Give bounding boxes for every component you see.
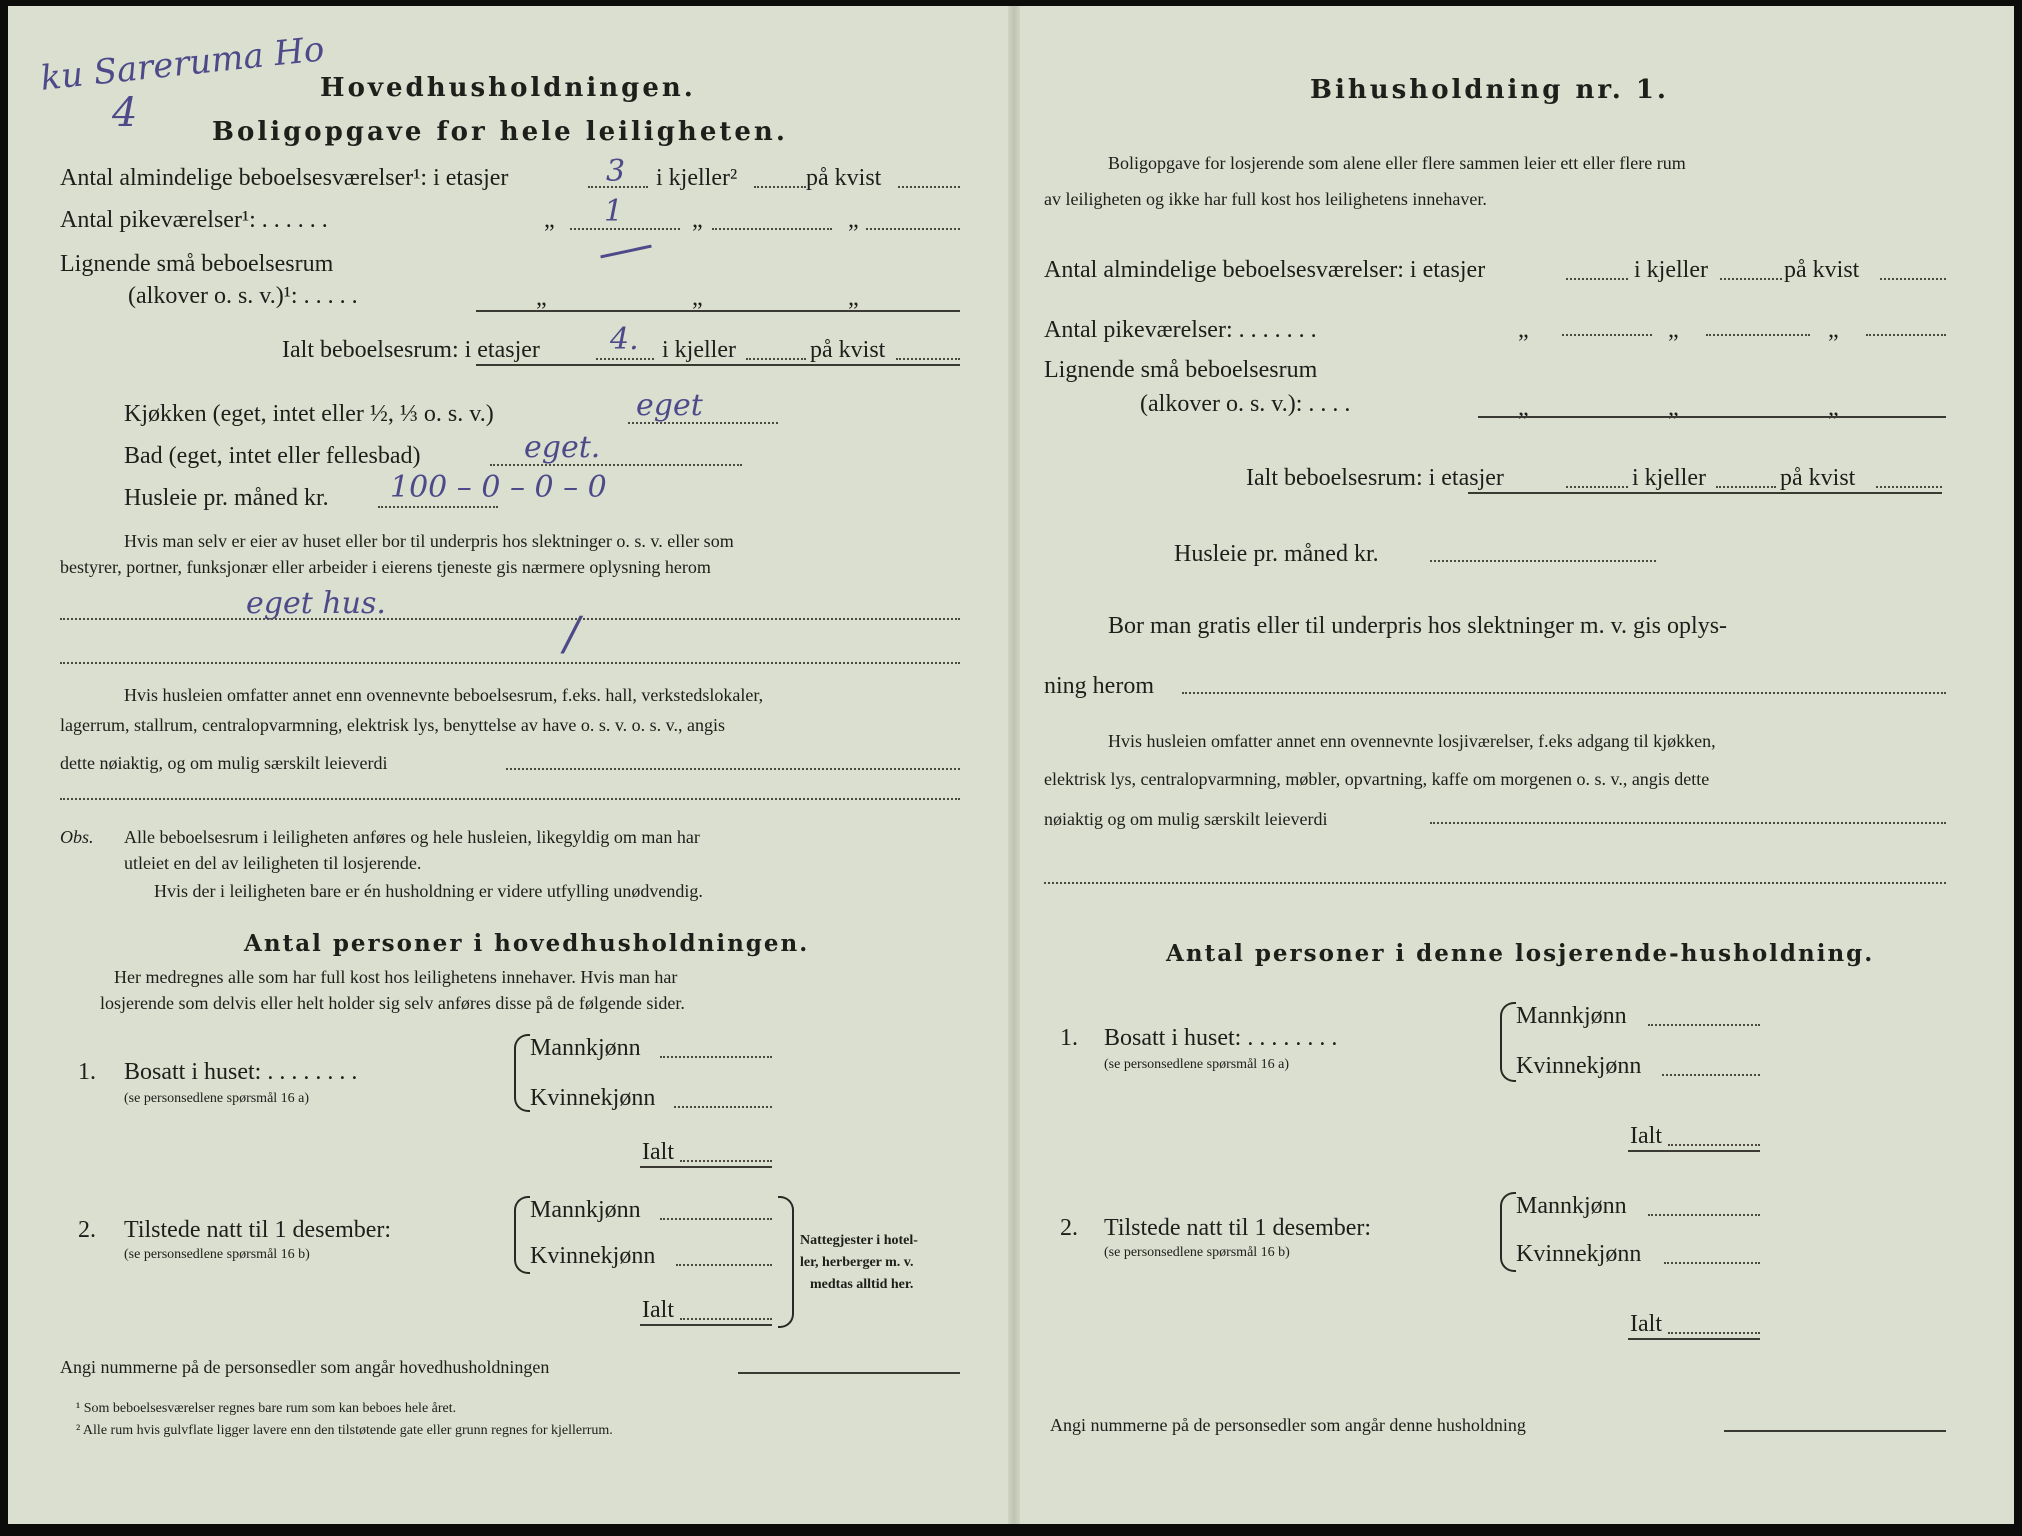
left-eier-value: eget hus. (246, 586, 386, 621)
right-q2-mann: Mannkjønn (1516, 1193, 1627, 1219)
right-q1-number: 1. (1060, 1025, 1078, 1051)
right-q2-number: 2. (1060, 1215, 1078, 1241)
left-q1-mann: Mannkjønn (530, 1035, 641, 1061)
right-q2-ialt-line (1668, 1332, 1760, 1334)
left-q2-kvinne: Kvinnekjønn (530, 1243, 656, 1269)
left-angi-line (738, 1372, 960, 1374)
left-row3-line (476, 310, 960, 312)
left-ialt-kvist-line (896, 358, 960, 360)
left-q2-ialt-underline (640, 1324, 772, 1326)
left-angi: Angi nummerne på de personsedler som angår hovedhusholdningen (60, 1357, 550, 1377)
right-row3-ditto-3: „ (1828, 395, 1839, 421)
left-subtitle: Boligopgave for hele leiligheten. (212, 117, 788, 147)
right-persons-title: Antal personer i denne losjerende-husholdning. (1166, 940, 1875, 967)
left-row2-label: Antal pikeværelser¹: . . . . . . (60, 207, 328, 233)
left-omfatter-1: Hvis husleien omfatter annet enn ovennevnte beboelsesrum, f.eks. hall, verkstedslokaler, (124, 685, 764, 705)
left-title: Hovedhusholdningen. (320, 73, 696, 103)
left-omfatter-3: dette nøiaktig, og om mulig særskilt leieverdi (60, 753, 388, 773)
right-q2-ialt-underline (1628, 1338, 1760, 1340)
right-omfatter-2: elektrisk lys, centralopvarmning, møbler, opvartning, kaffe om morgenen o. s. v., angis dette (1044, 769, 1710, 789)
right-row2-ditto-1: „ (1518, 317, 1529, 343)
left-q2-brace (514, 1196, 530, 1274)
left-bad-line (490, 464, 742, 466)
left-q2-number: 2. (78, 1217, 96, 1243)
left-q1-number: 1. (78, 1059, 96, 1085)
left-row3-label-b: (alkover o. s. v.)¹: . . . . . (128, 283, 358, 309)
right-ialt-label: Ialt beboelsesrum: i etasjer (1246, 465, 1504, 491)
left-row1-label: Antal almindelige beboelsesværelser¹: i etasjer (60, 165, 509, 191)
left-nattegjester-3: medtas alltid her. (810, 1277, 914, 1292)
right-row2-label: Antal pikeværelser: . . . . . . . (1044, 317, 1317, 343)
right-q1-kvinne-line (1662, 1074, 1760, 1076)
left-ialt-value: 4. (610, 322, 639, 357)
handwritten-number: 4 (112, 90, 138, 136)
right-row3-ditto-1: „ (1518, 395, 1529, 421)
left-row3-ditto-3: „ (848, 285, 859, 311)
left-persons-text-2: losjerende som delvis eller helt holder sig selv anføres disse på de følgende sider. (100, 993, 685, 1013)
left-ialt-kjeller-line (746, 358, 806, 360)
left-obs-text-1: Alle beboelsesrum i leiligheten anføres og hele husleien, likegyldig om man har (124, 827, 700, 847)
left-bad-value: eget. (524, 430, 601, 465)
left-husleie-label: Husleie pr. måned kr. (124, 485, 329, 511)
left-omfatter-line-1 (506, 768, 960, 770)
left-q2-kvinne-line (676, 1264, 772, 1266)
left-row1-kjeller-line (754, 186, 806, 188)
handwritten-note: ku Sareruma Ho (38, 29, 327, 99)
left-nattegjester-1: Nattegjester i hotel- (800, 1233, 918, 1248)
left-ialt-label: Ialt beboelsesrum: i etasjer (282, 337, 540, 363)
left-row1-value: 3 (606, 154, 626, 189)
left-ialt-kjeller: i kjeller (662, 337, 736, 363)
right-q2-ialt: Ialt (1630, 1311, 1662, 1337)
left-persons-title: Antal personer i hovedhusholdningen. (244, 930, 810, 957)
left-persons-text-1: Her medregnes alle som har full kost hos leilighetens innehaver. Hvis man har (114, 967, 678, 987)
left-husleie-value: 100 – 0 – 0 – 0 (390, 470, 607, 505)
right-row3-label-b: (alkover o. s. v.): . . . . (1140, 391, 1351, 417)
right-q1-brace (1500, 1002, 1516, 1082)
right-row2-line-2 (1706, 334, 1810, 336)
right-row1-kvist: på kvist (1784, 257, 1860, 283)
left-kjokken-value: eget (636, 388, 703, 423)
right-ialt-kvist-line (1876, 486, 1942, 488)
left-husleie-line (378, 506, 498, 508)
left-q2-ialt: Ialt (642, 1297, 674, 1323)
right-row1-label: Antal almindelige beboelsesværelser: i etasjer (1044, 257, 1486, 283)
left-q2-label: Tilstede natt til 1 desember: (124, 1217, 392, 1243)
right-omfatter-line-2 (1044, 882, 1946, 884)
right-ialt-kvist: på kvist (1780, 465, 1856, 491)
right-row3-line (1478, 416, 1946, 418)
left-eier-text-1: Hvis man selv er eier av huset eller bor til underpris hos slektninger o. s. v. eller som (124, 531, 734, 551)
left-row1-kvist-line (898, 186, 960, 188)
right-q2-mann-line (1648, 1214, 1760, 1216)
left-row2-value: 1 (604, 194, 624, 229)
right-row3-ditto-2: „ (1668, 395, 1679, 421)
right-husleie-label: Husleie pr. måned kr. (1174, 541, 1379, 567)
right-q2-label: Tilstede natt til 1 desember: (1104, 1215, 1372, 1241)
right-row1-etasjer-line (1566, 278, 1628, 280)
left-q1-kvinne: Kvinnekjønn (530, 1085, 656, 1111)
left-obs-text-3: Hvis der i leiligheten bare er én husholdning er videre utfylling unødvendig. (154, 881, 703, 901)
left-obs-label: Obs. (60, 827, 94, 847)
right-gratis-2: ning herom (1044, 673, 1154, 699)
right-row2-ditto-2: „ (1668, 317, 1679, 343)
right-q1-mann: Mannkjønn (1516, 1003, 1627, 1029)
left-obs-text-2: utleiet en del av leiligheten til losjerende. (124, 853, 422, 873)
left-q1-ialt: Ialt (642, 1139, 674, 1165)
left-eier-mark: / (564, 606, 580, 660)
right-row1-kjeller-line (1720, 278, 1782, 280)
left-q2-right-brace (778, 1196, 794, 1328)
right-omfatter-1: Hvis husleien omfatter annet enn ovennevnte losjiværelser, f.eks adgang til kjøkken, (1108, 731, 1716, 751)
right-q1-ialt-line (1668, 1144, 1760, 1146)
left-row2-line-3 (866, 228, 960, 230)
right-q2-kvinne-line (1664, 1262, 1760, 1264)
right-gratis-1: Bor man gratis eller til underpris hos slektninger m. v. gis oplys- (1108, 613, 1728, 639)
right-ialt-kjeller: i kjeller (1632, 465, 1706, 491)
right-intro-2: av leiligheten og ikke har full kost hos leilighetens innehaver. (1044, 189, 1487, 209)
right-q2-kvinne: Kvinnekjønn (1516, 1241, 1642, 1267)
left-q2-mann: Mannkjønn (530, 1197, 641, 1223)
left-q1-kvinne-line (674, 1106, 772, 1108)
right-row2-line-1 (1562, 334, 1652, 336)
right-row3-label-a: Lignende små beboelsesrum (1044, 357, 1318, 383)
left-q2-ialt-line (680, 1318, 772, 1320)
left-row2-line-2 (712, 228, 832, 230)
right-q1-subtext: (se personsedlene spørsmål 16 a) (1104, 1057, 1290, 1072)
left-row1-kjeller: i kjeller² (656, 165, 738, 191)
left-kjokken-label: Kjøkken (eget, intet eller ½, ⅓ o. s. v.) (124, 401, 494, 427)
left-footnote-1: ¹ Som beboelsesværelser regnes bare rum som kan beboes hele året. (76, 1401, 457, 1416)
left-q1-subtext: (se personsedlene spørsmål 16 a) (124, 1091, 310, 1106)
right-gratis-line (1182, 692, 1946, 694)
left-row3-ditto-1: „ (536, 285, 547, 311)
left-eier-line-1 (60, 618, 960, 620)
left-ialt-underline (476, 364, 960, 366)
left-row2-ditto-2: „ (692, 207, 703, 233)
left-row2-ditto-3: „ (848, 207, 859, 233)
left-q1-label: Bosatt i huset: . . . . . . . . (124, 1059, 358, 1085)
right-row2-line-3 (1866, 334, 1946, 336)
right-angi: Angi nummerne på de personsedler som angår denne husholdning (1050, 1415, 1526, 1435)
right-q2-brace (1500, 1192, 1516, 1272)
right-q1-ialt: Ialt (1630, 1123, 1662, 1149)
right-q1-kvinne: Kvinnekjønn (1516, 1053, 1642, 1079)
page-fold (1008, 6, 1020, 1524)
right-row1-kvist-line (1880, 278, 1946, 280)
left-eier-line-2 (60, 662, 960, 664)
right-ialt-kjeller-line (1716, 486, 1776, 488)
left-row2-line-1 (570, 228, 680, 230)
right-title: Bihusholdning nr. 1. (1310, 75, 1669, 105)
right-angi-line (1724, 1430, 1946, 1432)
left-eier-text-2: bestyrer, portner, funksjonær eller arbeider i eierens tjeneste gis nærmere oplysning herom (60, 557, 711, 577)
right-q1-mann-line (1648, 1024, 1760, 1026)
left-row1-kvist: på kvist (806, 165, 882, 191)
left-row2-ditto-1: „ (544, 207, 555, 233)
right-omfatter-line-1 (1430, 822, 1946, 824)
right-q1-ialt-underline (1628, 1150, 1760, 1152)
right-row1-kjeller: i kjeller (1634, 257, 1708, 283)
right-ialt-etasjer-line (1566, 486, 1628, 488)
left-q1-ialt-line (680, 1160, 772, 1162)
right-row2-ditto-3: „ (1828, 317, 1839, 343)
left-bad-label: Bad (eget, intet eller fellesbad) (124, 443, 421, 469)
right-omfatter-3: nøiaktig og om mulig særskilt leieverdi (1044, 809, 1328, 829)
right-q2-subtext: (se personsedlene spørsmål 16 b) (1104, 1245, 1290, 1260)
left-ialt-etasjer-line (596, 358, 654, 360)
right-q1-label: Bosatt i huset: . . . . . . . . (1104, 1025, 1338, 1051)
left-row3-label-a: Lignende små beboelsesrum (60, 251, 334, 277)
left-q2-subtext: (se personsedlene spørsmål 16 b) (124, 1247, 310, 1262)
right-ialt-underline (1468, 492, 1942, 494)
left-q2-mann-line (660, 1218, 772, 1220)
left-footnote-2: ² Alle rum hvis gulvflate ligger lavere enn den tilstøtende gate eller grunn regnes for kjellerrum. (76, 1423, 613, 1438)
right-intro-1: Boligopgave for losjerende som alene eller flere sammen leier ett eller flere rum (1108, 153, 1686, 173)
left-kjokken-line (628, 422, 778, 424)
left-omfatter-2: lagerrum, stallrum, centralopvarmning, elektrisk lys, benyttelse av have o. s. v. o. s. v., angis (60, 715, 726, 735)
left-nattegjester-2: ler, herberger m. v. (800, 1255, 914, 1270)
left-omfatter-line-2 (60, 798, 960, 800)
right-husleie-line (1430, 560, 1656, 562)
left-ialt-kvist: på kvist (810, 337, 886, 363)
left-q1-ialt-underline (640, 1166, 772, 1168)
left-q1-brace (514, 1034, 530, 1112)
left-row3-ditto-2: „ (692, 285, 703, 311)
left-q1-mann-line (660, 1056, 772, 1058)
